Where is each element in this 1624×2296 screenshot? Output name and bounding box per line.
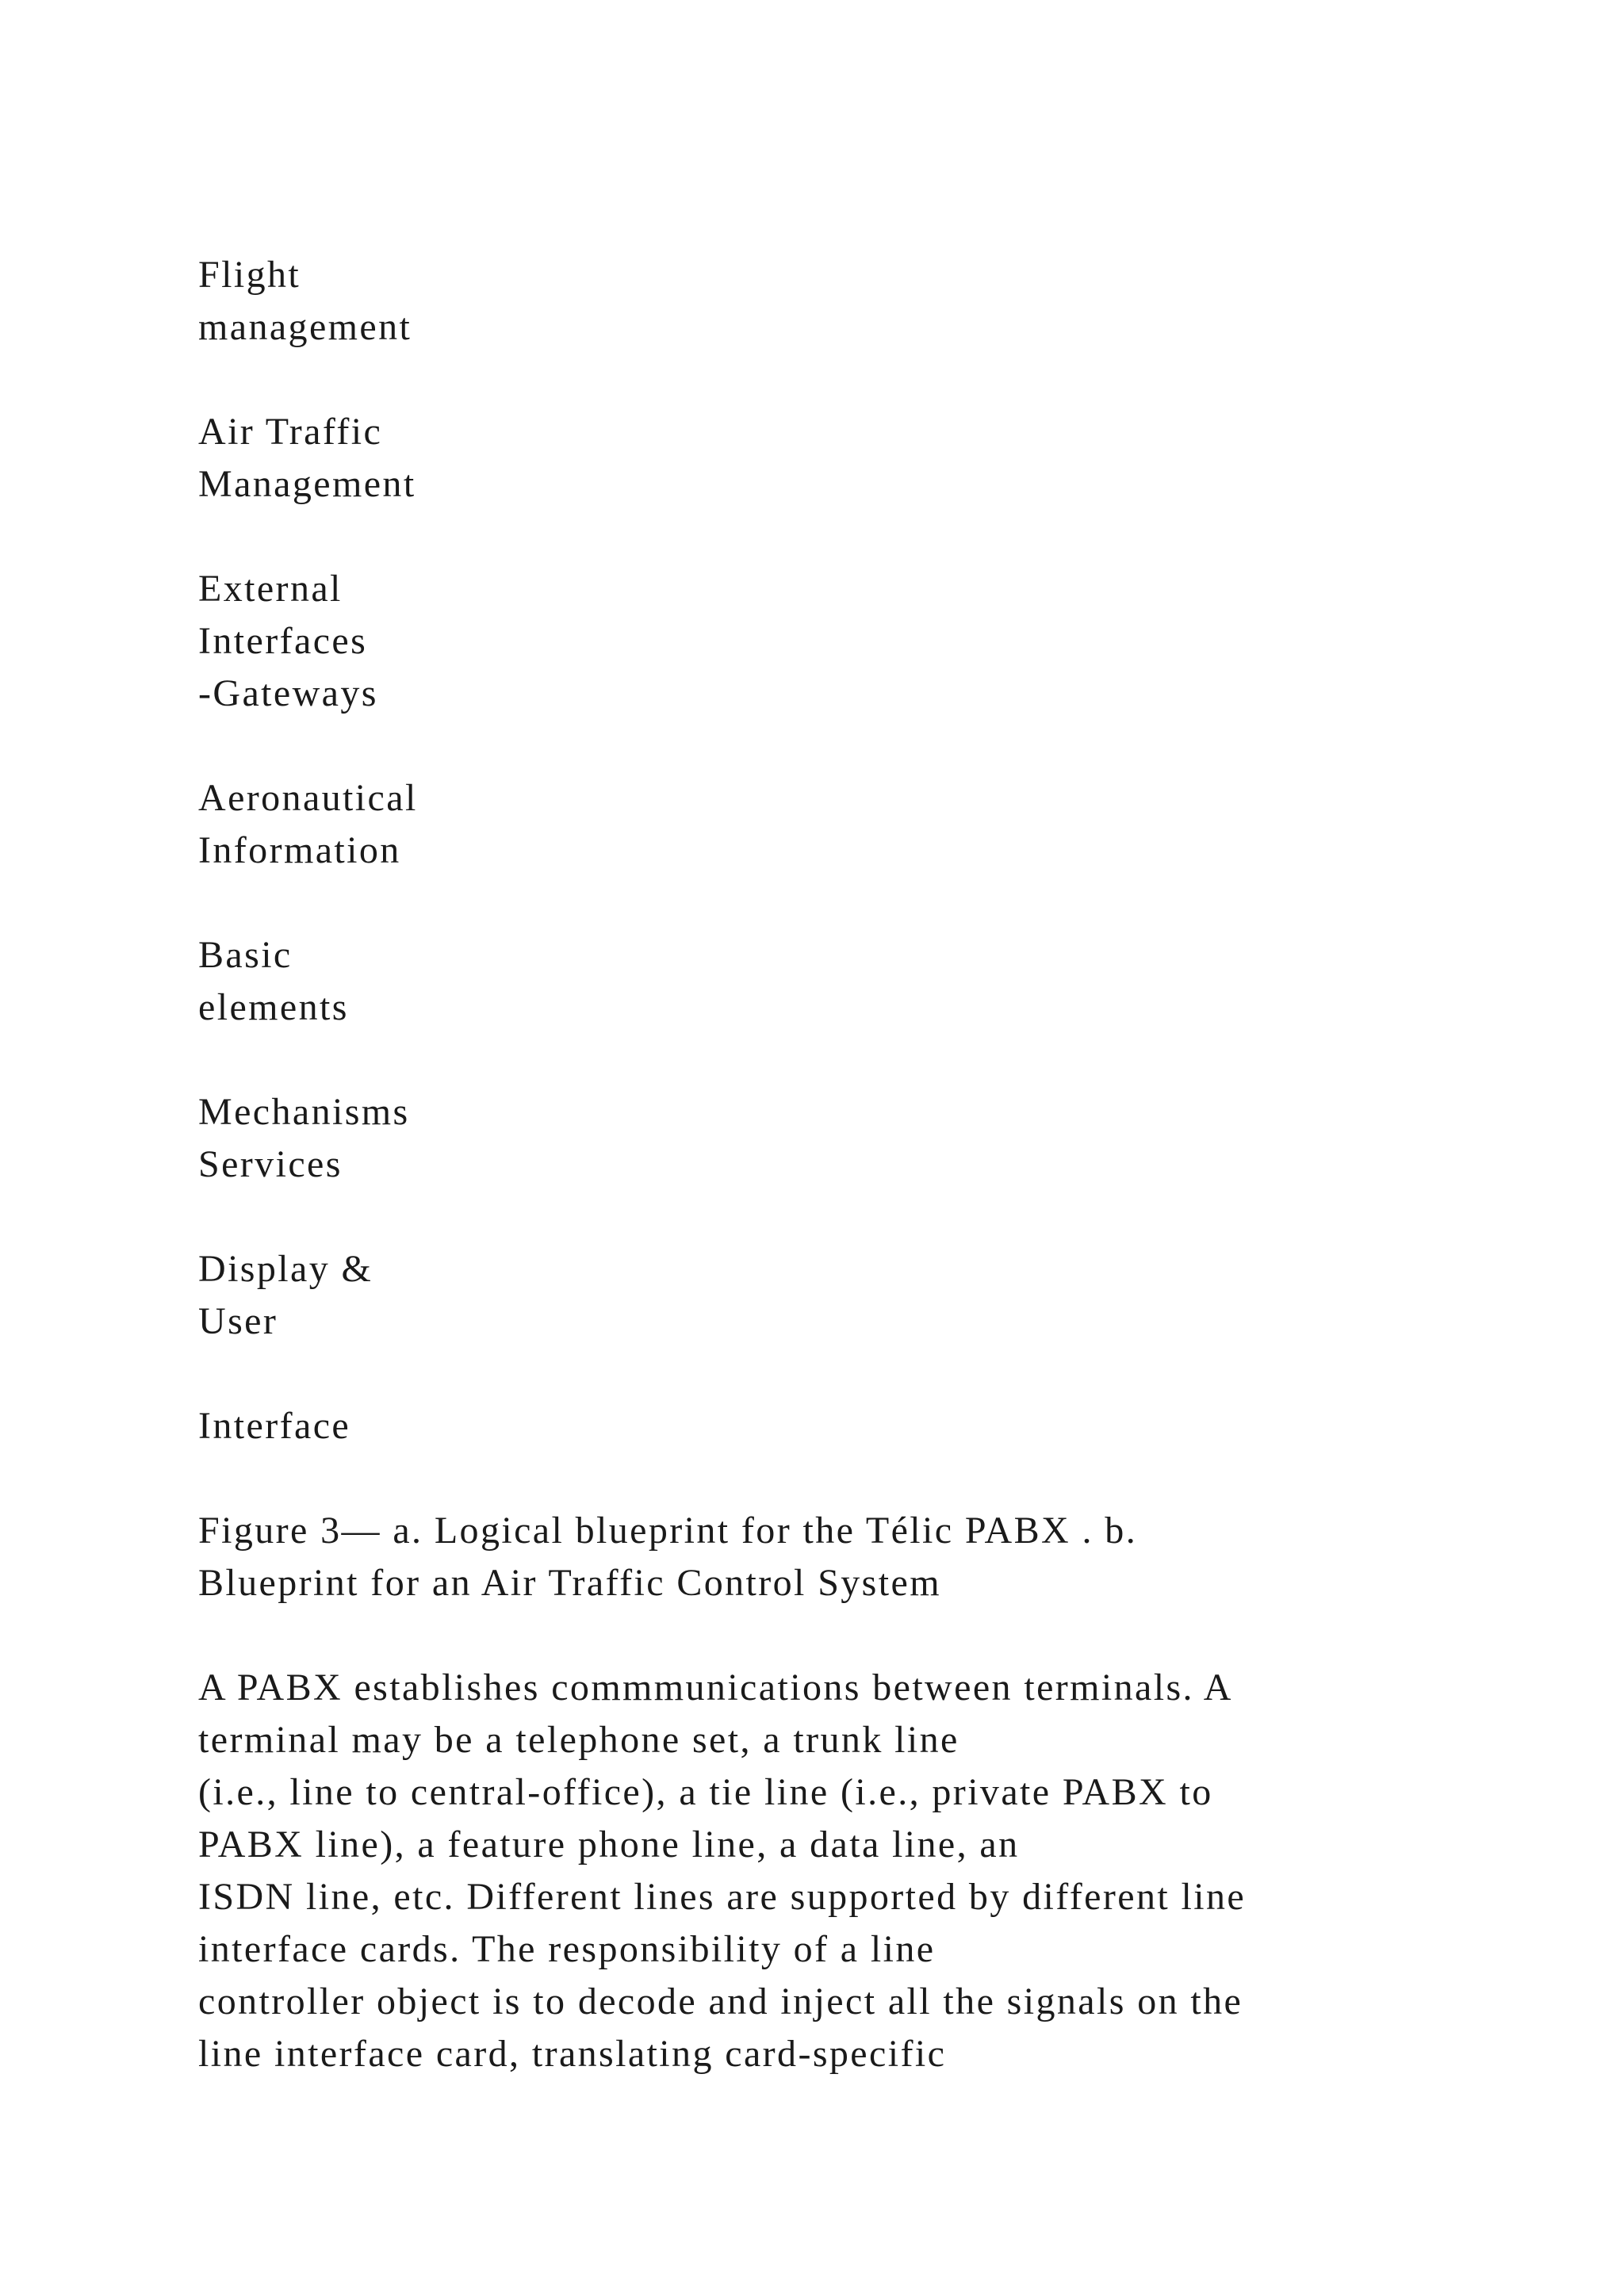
text-line: External xyxy=(198,568,343,610)
text-line: -Gateways xyxy=(198,672,378,714)
text-line: Services xyxy=(198,1143,343,1185)
text-line: Interfaces xyxy=(198,620,368,662)
text-line: management xyxy=(198,306,412,348)
label-aeronautical-information xyxy=(198,772,1435,877)
body-paragraph xyxy=(198,1662,1435,2080)
text-line: controller object is to decode and inject all the signals on the xyxy=(198,1980,1243,2022)
label-mechanisms-services xyxy=(198,1086,1435,1191)
text-line: Mechanisms xyxy=(198,1091,410,1133)
text-line: interface cards. The responsibility of a line xyxy=(198,1928,936,1970)
text-line: A PABX establishes commmunications between terminals. A xyxy=(198,1667,1233,1709)
label-display-user xyxy=(198,1243,1435,1348)
text-line: Air Traffic xyxy=(198,411,383,453)
text-line: Basic xyxy=(198,934,293,976)
text-line: Flight xyxy=(198,254,301,296)
label-external-interfaces xyxy=(198,563,1435,720)
text-line: line interface card, translating card-specific xyxy=(198,2033,947,2075)
text-line: ISDN line, etc. Different lines are supported by different line xyxy=(198,1876,1247,1918)
text-line: elements xyxy=(198,986,349,1028)
text-block xyxy=(198,249,1435,2080)
text-line: Management xyxy=(198,463,416,505)
label-air-traffic-management xyxy=(198,406,1435,511)
figure-caption xyxy=(198,1505,1435,1609)
text-line: Information xyxy=(198,829,401,871)
text-line: Aeronautical xyxy=(198,777,418,819)
text-line: User xyxy=(198,1300,278,1342)
label-flight-management xyxy=(198,249,1435,354)
text-line: Figure 3— a. Logical blueprint for the Télic PABX . b. xyxy=(198,1510,1138,1552)
text-line: terminal may be a telephone set, a trunk line xyxy=(198,1719,959,1761)
text-line: Display & xyxy=(198,1248,373,1290)
text-line: (i.e., line to central-office), a tie line (i.e., private PABX to xyxy=(198,1771,1213,1813)
text-line: PABX line), a feature phone line, a data line, an xyxy=(198,1823,1020,1866)
text-line: Blueprint for an Air Traffic Control System xyxy=(198,1562,941,1604)
label-basic-elements xyxy=(198,929,1435,1034)
label-interface xyxy=(198,1400,1435,1452)
text-line: Interface xyxy=(198,1405,351,1447)
